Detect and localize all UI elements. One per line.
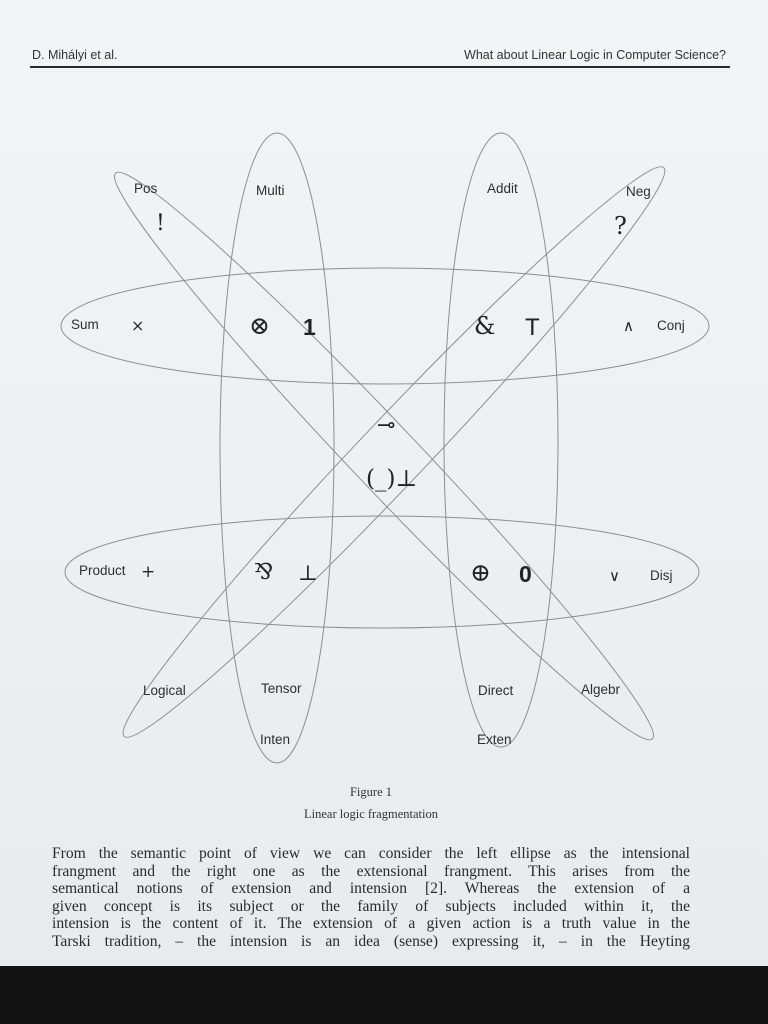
body-line: Tarski tradition, – the intension is an idea (sense) expressing it, – in the Heyting — [52, 932, 690, 950]
body-line: intension is the content of it. The extension of a given action is a truth value in the — [52, 915, 690, 933]
label-algebr: Algebr — [581, 682, 621, 697]
linear-negation-icon: (_)⊥ — [366, 466, 418, 492]
label-direct: Direct — [478, 683, 514, 698]
with-icon: & — [474, 312, 496, 340]
label-disj: Disj — [650, 568, 673, 583]
body-line: given concept is its subject or the family of subjects included within it, the — [52, 897, 690, 915]
top-symbol: T — [525, 314, 540, 341]
lollipop-icon: ⊸ — [377, 413, 396, 438]
screen-bezel — [0, 966, 768, 1024]
body-line: From the semantic point of view we can consider the left ellipse as the intensional — [52, 845, 690, 862]
top-horizontal-ellipse — [61, 268, 709, 384]
label-pos: Pos — [134, 181, 158, 196]
figure-caption: Linear logic fragmentation — [304, 807, 438, 821]
left-vertical-ellipse — [220, 133, 334, 763]
oplus-icon: ⊕ — [470, 558, 491, 587]
label-sum: Sum — [71, 317, 99, 332]
body-line: frangment and the right one as the extensional frangment. This arises from the — [52, 862, 690, 880]
diagonal-ellipse-descending — [92, 150, 677, 761]
right-vertical-ellipse — [444, 133, 558, 747]
one-symbol: 1 — [303, 314, 316, 340]
label-tensor: Tensor — [261, 681, 302, 696]
figure-number: Figure 1 — [349, 785, 392, 799]
exclamation-icon: ! — [156, 211, 165, 236]
label-neg: Neg — [626, 184, 651, 199]
times-icon: × — [131, 316, 145, 335]
tensor-icon: ⊗ — [249, 311, 270, 340]
bottom-icon: ⊥ — [298, 561, 318, 585]
label-conj: Conj — [657, 318, 685, 333]
plus-icon: + — [141, 562, 156, 582]
par-icon: ⅋ — [254, 560, 274, 585]
label-logical: Logical — [143, 683, 186, 698]
header-title: What about Linear Logic in Computer Science? — [464, 48, 726, 62]
label-multi: Multi — [256, 183, 285, 198]
vee-icon: ∨ — [609, 567, 620, 585]
wedge-icon: ∧ — [623, 317, 634, 335]
bottom-horizontal-ellipse — [65, 516, 699, 628]
body-line: semantical notions of extension and intension [2]. Whereas the extension of a — [52, 880, 690, 898]
label-inten: Inten — [260, 732, 291, 747]
body-paragraph — [52, 845, 690, 951]
diagonal-ellipse-ascending — [100, 145, 688, 759]
label-exten: Exten — [477, 732, 512, 747]
zero-symbol: 0 — [519, 561, 532, 587]
label-addit: Addit — [487, 181, 518, 196]
question-icon: ? — [614, 212, 627, 240]
header-authors: D. Mihályi et al. — [32, 48, 118, 62]
label-product: Product — [79, 563, 126, 578]
